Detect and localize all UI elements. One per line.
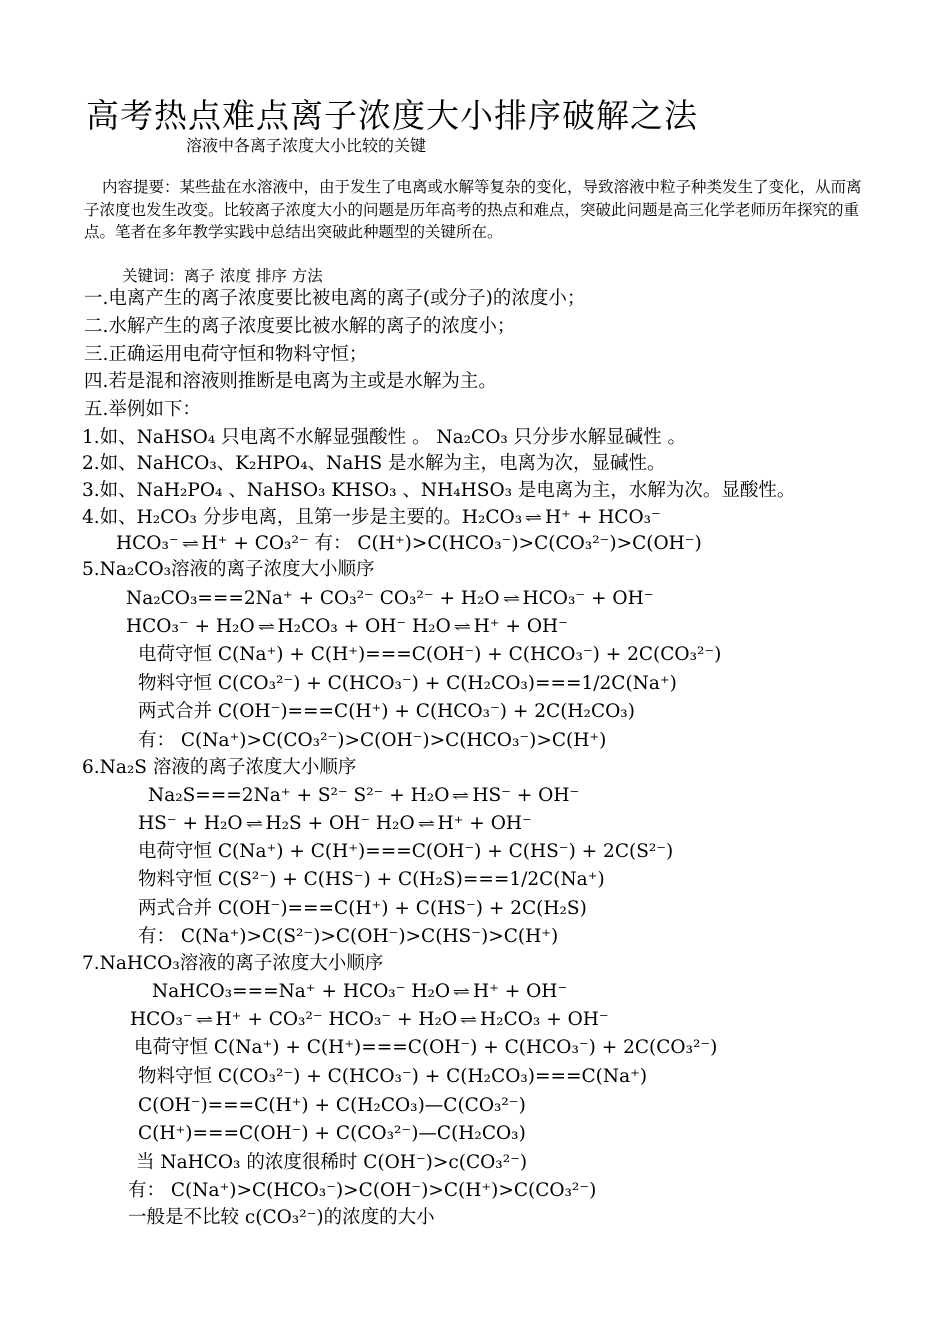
s7-equation-oh: C(OH⁻)===C(H⁺) + C(H₂CO₃)—C(CO₃²⁻) <box>138 1095 526 1116</box>
reversible-arrow-icon: ⇌ <box>181 537 199 552</box>
equation-part: HCO₃⁻ + OH⁻ <box>522 588 654 609</box>
s6-combined: 两式合并 C(OH⁻)===C(H⁺) + C(HS⁻) + 2C(H₂S) <box>138 898 587 919</box>
abstract-paragraph <box>84 176 874 244</box>
s6-charge-balance: 电荷守恒 C(Na⁺) + C(H⁺)===C(OH⁻) + C(HS⁻) + 2C(S²⁻) <box>138 841 674 862</box>
s6-equation-2 <box>138 812 532 837</box>
equation-part: Na₂CO₃===2Na⁺ + CO₃²⁻ CO₃²⁻ + H₂O <box>126 588 500 609</box>
reversible-arrow-icon: ⇌ <box>459 1013 478 1028</box>
document-title: 高考热点难点离子浓度大小排序破解之法 <box>86 96 698 135</box>
keywords-line: 关键词：离子 浓度 排序 方法 <box>122 267 323 285</box>
document-subtitle: 溶液中各离子浓度大小比较的关键 <box>186 136 427 155</box>
example-4-second-step <box>116 532 702 557</box>
abstract-text: 内容提要：某些盐在水溶液中，由于发生了电离或水解等复杂的变化，导致溶液中粒子种类发生了变化，从而离子浓度也发生改变。比较离子浓度大小的问题是历年高考的热点和难点，突破此问题是高三化学老师历年探究的重点。笔者在多年教学实践中总结出突破此种题型的关键所在。 <box>84 178 862 241</box>
s7-equation-2 <box>130 1008 609 1033</box>
equation-part: Na₂S===2Na⁺ + S²⁻ S²⁻ + H₂O <box>148 785 450 806</box>
equation-products-and-order: H⁺ + CO₃²⁻ 有： C(H⁺)>C(HCO₃⁻)>C(CO₃²⁻)>C(OH⁻) <box>201 533 702 554</box>
s7-equation-h: C(H⁺)===C(OH⁻) + C(CO₃²⁻)—C(H₂CO₃) <box>138 1123 526 1144</box>
equation-part: NaHCO₃===Na⁺ + HCO₃⁻ H₂O <box>152 981 451 1002</box>
equation-part: H₂S + OH⁻ H₂O <box>265 813 415 834</box>
reversible-arrow-icon: ⇌ <box>452 985 471 1000</box>
equation-part: HS⁻ + H₂O <box>138 813 243 834</box>
rule-1: 一.电离产生的离子浓度要比被电离的离子(或分子)的浓度小； <box>84 288 586 309</box>
s7-dilute-condition: 当 NaHCO₃ 的浓度很稀时 C(OH⁻)>c(CO₃²⁻) <box>136 1152 528 1173</box>
equation-part: HS⁻ + OH⁻ <box>472 785 580 806</box>
s6-equation-1 <box>148 784 579 809</box>
s5-equation-2 <box>126 615 568 640</box>
s5-order: 有： C(Na⁺)>C(CO₃²⁻)>C(OH⁻)>C(HCO₃⁻)>C(H⁺) <box>138 730 607 751</box>
equation-part: H⁺ + CO₃²⁻ HCO₃⁻ + H₂O <box>215 1009 458 1030</box>
s7-equation-1 <box>152 980 567 1005</box>
s6-material-balance: 物料守恒 C(S²⁻) + C(HS⁻) + C(H₂S)===1/2C(Na⁺) <box>138 869 605 890</box>
equation-part: H₂CO₃ + OH⁻ <box>480 1009 609 1030</box>
s6-order: 有： C(Na⁺)>C(S²⁻)>C(OH⁻)>C(HS⁻)>C(H⁺) <box>138 926 559 947</box>
reversible-arrow-icon: ⇌ <box>502 592 520 607</box>
equation-part: HCO₃⁻ + H₂O <box>126 616 255 637</box>
equation-part: H⁺ + OH⁻ <box>473 616 568 637</box>
rule-4: 四.若是混和溶液则推断是电离为主或是水解为主。 <box>84 371 497 392</box>
reversible-arrow-icon: ⇌ <box>453 620 471 635</box>
rule-3: 三.正确运用电荷守恒和物料守恒； <box>84 344 368 365</box>
reversible-arrow-icon: ⇌ <box>452 789 470 804</box>
section-7-heading: 7.NaHCO₃溶液的离子浓度大小顺序 <box>82 953 384 974</box>
example-3: 3.如、NaH₂PO₄ 、NaHSO₃ KHSO₃ 、NH₄HSO₃ 是电离为主，水解为次。显酸性。 <box>82 480 796 501</box>
equation-part: HCO₃⁻ <box>130 1009 193 1030</box>
s5-combined: 两式合并 C(OH⁻)===C(H⁺) + C(HCO₃⁻) + 2C(H₂CO₃) <box>138 701 635 722</box>
rule-2: 二.水解产生的离子浓度要比被水解的离子的浓度小； <box>84 316 516 337</box>
reversible-arrow-icon: ⇌ <box>257 620 275 635</box>
reversible-arrow-icon: ⇌ <box>524 511 543 526</box>
s5-material-balance: 物料守恒 C(CO₃²⁻) + C(HCO₃⁻) + C(H₂CO₃)===1/2C(Na⁺) <box>138 673 677 694</box>
example-4 <box>82 506 661 531</box>
reversible-arrow-icon: ⇌ <box>417 817 435 832</box>
s7-order: 有： C(Na⁺)>C(HCO₃⁻)>C(OH⁻)>C(H⁺)>C(CO₃²⁻) <box>128 1180 597 1201</box>
example-1: 1.如、NaHSO₄ 只电离不水解显强酸性 。 Na₂CO₃ 只分步水解显碱性 。 <box>82 427 687 448</box>
example-2: 2.如、NaHCO₃、K₂HPO₄、NaHS 是水解为主，电离为次，显碱性。 <box>82 453 666 474</box>
example-4-text: 4.如、H₂CO₃ 分步电离，且第一步是主要的。H₂CO₃ <box>82 507 523 528</box>
reversible-arrow-icon: ⇌ <box>195 1013 213 1028</box>
equation-part: H₂CO₃ + OH⁻ H₂O <box>277 616 451 637</box>
equation-reactant: HCO₃⁻ <box>116 533 179 554</box>
s7-note: 一般是不比较 c(CO₃²⁻)的浓度的大小 <box>128 1207 435 1228</box>
equation-part: H⁺ + OH⁻ <box>437 813 532 834</box>
section-6-heading: 6.Na₂S 溶液的离子浓度大小顺序 <box>82 757 357 778</box>
s5-charge-balance: 电荷守恒 C(Na⁺) + C(H⁺)===C(OH⁻) + C(HCO₃⁻) + 2C(CO₃²⁻) <box>138 644 722 665</box>
reversible-arrow-icon: ⇌ <box>245 817 263 832</box>
equation-part: H⁺ + OH⁻ <box>472 981 568 1002</box>
s5-equation-1 <box>126 587 653 612</box>
s7-material-balance: 物料守恒 C(CO₃²⁻) + C(HCO₃⁻) + C(H₂CO₃)===C(Na⁺) <box>138 1066 648 1087</box>
rule-5: 五.举例如下： <box>84 399 201 420</box>
example-4-products: H⁺ + HCO₃⁻ <box>545 507 661 528</box>
s7-charge-balance: 电荷守恒 C(Na⁺) + C(H⁺)===C(OH⁻) + C(HCO₃⁻) + 2C(CO₃²⁻) <box>134 1037 718 1058</box>
section-5-heading: 5.Na₂CO₃溶液的离子浓度大小顺序 <box>82 559 375 580</box>
